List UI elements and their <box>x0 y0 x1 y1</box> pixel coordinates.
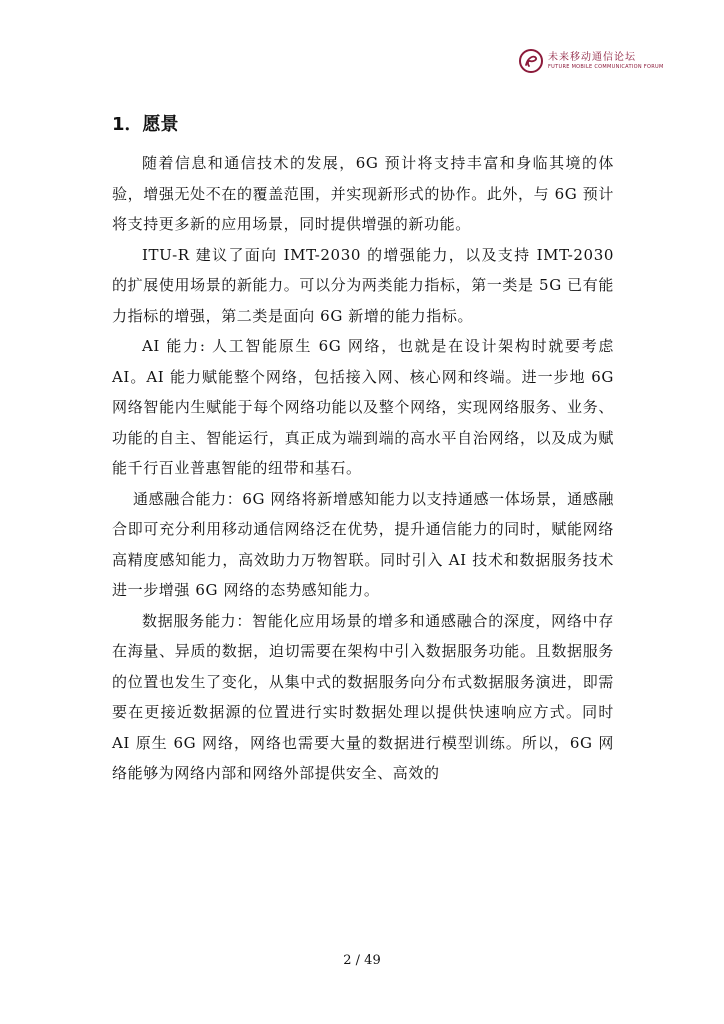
logo-text <box>548 53 664 70</box>
logo-english-name: FUTURE MOBILE COMMUNICATION FORUM <box>548 63 664 70</box>
section-heading: 1．愿景 <box>112 114 179 135</box>
paragraph-itu-r: ITU-R 建议了面向 IMT-2030 的增强能力，以及支持 IMT-2030 的扩展使用场景的新能力。可以分为两类能力指标，第一类是 5G 已有能力指标的增强，第二类是面向 6G 新增的能力指标。 <box>112 245 614 325</box>
forum-logo <box>518 46 668 76</box>
forum-logo-icon <box>518 48 544 74</box>
body-text <box>112 148 614 789</box>
paragraph-vision-intro: 随着信息和通信技术的发展，6G 预计将支持丰富和身临其境的体验，增强无处不在的覆盖范围，并实现新形式的协作。此外，与 6G 预计将支持更多新的应用场景，同时提供增强的新功能。 <box>112 154 614 233</box>
logo-chinese-name: 未来移动通信论坛 <box>548 51 636 63</box>
paragraph-sensing-capability: 通感融合能力：6G 网络将新增感知能力以支持通感一体场景，通感融合即可充分利用移动通信网络泛在优势，提升通信能力的同时，赋能网络高精度感知能力，高效助力万物智联。同时引入 AI 技术和数据服务技术进一步增强 6G 网络的态势感知能力。 <box>112 489 614 599</box>
paragraph-data-service-capability: 数据服务能力：智能化应用场景的增多和通感融合的深度，网络中存在海量、异质的数据，迫切需要在架构中引入数据服务功能。且数据服务的位置也发生了变化，从集中式的数据服务向分布式数据服务演进，即需要在更接近数据源的位置进行实时数据处理以提供快速响应方式。同时 AI 原生 6G 网络，网络也需要大量的数据进行模型训练。所以，6G 网络能够为网络内部和网络外部提供安全、高效的 <box>112 611 614 782</box>
page-number: 2 / 49 <box>343 953 381 968</box>
paragraph-ai-capability: AI 能力: 人工智能原生 6G 网络，也就是在设计架构时就要考虑 AI。AI 能力赋能整个网络，包括接入网、核心网和终端。进一步地 6G 网络智能内生赋能于每个网络功能以及整个网络，实现网络服务、业务、功能的自主、智能运行，真正成为端到端的高水平自治网络，以及成为赋能千行百业普惠智能的纽带和基石。 <box>112 337 614 477</box>
